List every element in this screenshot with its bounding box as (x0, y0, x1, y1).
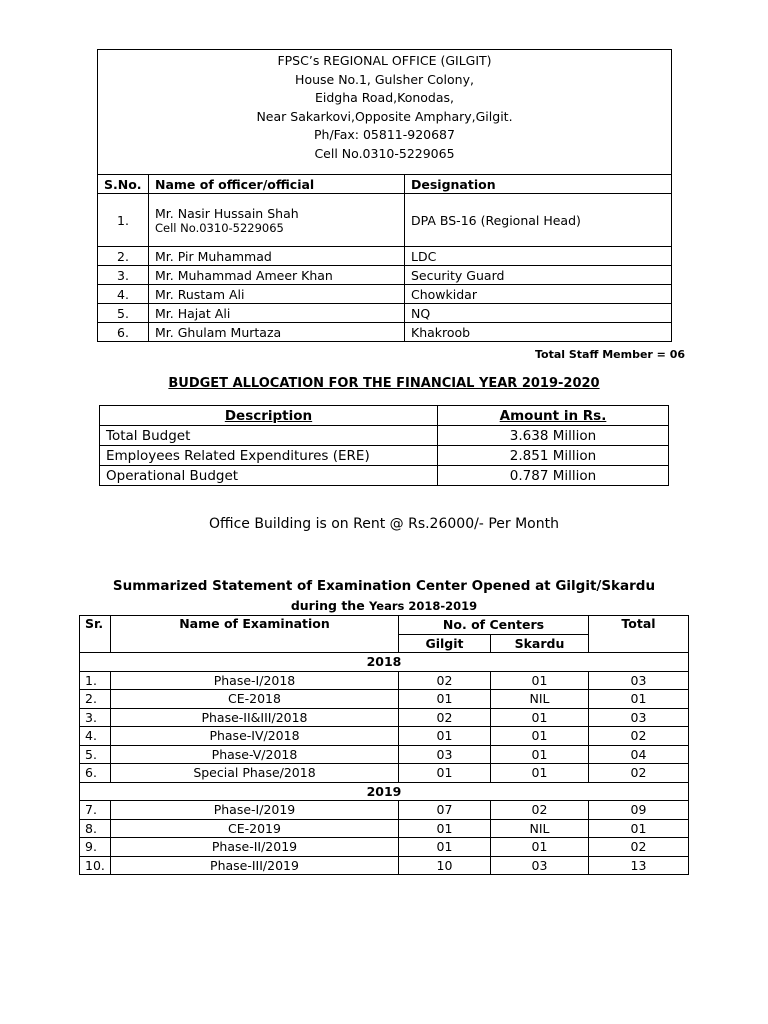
exam-row (80, 745, 689, 764)
budget-description: Employees Related Expenditures (ERE) (100, 446, 438, 466)
gilgit-count: 01 (399, 764, 491, 783)
skardu-count: 01 (491, 745, 589, 764)
staff-cell-number: Cell No.0310-5229065 (155, 220, 284, 235)
summary-subtitle (0, 598, 768, 613)
exam-sr: 3. (80, 708, 111, 727)
exam-name: Phase-II/2019 (111, 838, 399, 857)
exam-row (80, 838, 689, 857)
exam-name: Special Phase/2018 (111, 764, 399, 783)
skardu-count: 02 (491, 801, 589, 820)
header-total: Total (589, 616, 689, 653)
year-label: 2019 (80, 782, 689, 801)
gilgit-count: 01 (399, 819, 491, 838)
exam-body (80, 653, 689, 875)
staff-header-row (98, 175, 672, 194)
exam-row (80, 690, 689, 709)
gilgit-count: 07 (399, 801, 491, 820)
staff-sno: 4. (98, 285, 149, 304)
total-count: 02 (589, 838, 689, 857)
total-count: 02 (589, 727, 689, 746)
budget-title: BUDGET ALLOCATION FOR THE FINANCIAL YEAR 2019-2020 (168, 376, 600, 391)
total-count: 01 (589, 690, 689, 709)
header-description: Description (100, 406, 438, 426)
gilgit-count: 03 (399, 745, 491, 764)
office-address-line: House No.1, Gulsher Colony, (295, 71, 474, 87)
summary-subtitle-years: Years 2018-2019 (369, 599, 478, 613)
total-count: 09 (589, 801, 689, 820)
exam-sr: 1. (80, 671, 111, 690)
skardu-count: 01 (491, 708, 589, 727)
staff-designation: Khakroob (405, 323, 672, 342)
staff-name: Mr. Muhammad Ameer Khan (149, 266, 405, 285)
staff-sno: 6. (98, 323, 149, 342)
header-name: Name of officer/official (149, 175, 405, 194)
staff-name: Mr. Nasir Hussain Shah (155, 205, 299, 221)
year-label: 2018 (80, 653, 689, 672)
budget-row (100, 466, 669, 486)
exam-name: CE-2018 (111, 690, 399, 709)
budget-amount: 0.787 Million (438, 466, 669, 486)
exam-sr: 2. (80, 690, 111, 709)
exam-name: Phase-I/2019 (111, 801, 399, 820)
staff-designation: LDC (405, 247, 672, 266)
skardu-count: 03 (491, 856, 589, 875)
office-cell: Cell No.0310-5229065 (314, 145, 455, 161)
staff-row (98, 285, 672, 304)
staff-name: Mr. Ghulam Murtaza (149, 323, 405, 342)
staff-row (98, 266, 672, 285)
exam-sr: 9. (80, 838, 111, 857)
office-address-block (98, 50, 672, 175)
staff-sno: 5. (98, 304, 149, 323)
budget-row (100, 446, 669, 466)
staff-sno: 3. (98, 266, 149, 285)
exam-sr: 10. (80, 856, 111, 875)
staff-name-cell (149, 194, 405, 247)
exam-sr: 6. (80, 764, 111, 783)
staff-designation: Security Guard (405, 266, 672, 285)
total-staff-note: Total Staff Member = 06 (535, 348, 686, 361)
skardu-count: 01 (491, 671, 589, 690)
exam-row (80, 727, 689, 746)
summary-subtitle-lead: during the (290, 598, 370, 613)
budget-row (100, 426, 669, 446)
exam-header-row (80, 616, 689, 635)
staff-name: Mr. Pir Muhammad (149, 247, 405, 266)
budget-amount: 2.851 Million (438, 446, 669, 466)
exam-name: CE-2019 (111, 819, 399, 838)
total-count: 02 (589, 764, 689, 783)
exam-name: Phase-I/2018 (111, 671, 399, 690)
exam-sr: 7. (80, 801, 111, 820)
staff-designation: Chowkidar (405, 285, 672, 304)
office-address-row (98, 50, 672, 175)
staff-name: Mr. Hajat Ali (149, 304, 405, 323)
staff-row (98, 304, 672, 323)
header-sr: Sr. (80, 616, 111, 653)
header-skardu: Skardu (491, 634, 589, 653)
gilgit-count: 01 (399, 838, 491, 857)
exam-name: Phase-IV/2018 (111, 727, 399, 746)
staff-designation: NQ (405, 304, 672, 323)
exam-sr: 8. (80, 819, 111, 838)
exam-name: Phase-II&III/2018 (111, 708, 399, 727)
exam-centers-table (79, 615, 689, 875)
rent-note: Office Building is on Rent @ Rs.26000/- Per Month (209, 516, 559, 532)
exam-sr: 5. (80, 745, 111, 764)
budget-description: Total Budget (100, 426, 438, 446)
skardu-count: NIL (491, 690, 589, 709)
exam-row (80, 801, 689, 820)
staff-row (98, 194, 672, 247)
office-name: FPSC’s REGIONAL OFFICE (GILGIT) (277, 53, 492, 68)
total-count: 13 (589, 856, 689, 875)
staff-row (98, 247, 672, 266)
skardu-count: 01 (491, 764, 589, 783)
office-address-line: Near Sakarkovi,Opposite Amphary,Gilgit. (256, 108, 513, 124)
staff-row (98, 323, 672, 342)
staff-designation: DPA BS-16 (Regional Head) (405, 194, 672, 247)
gilgit-count: 02 (399, 708, 491, 727)
budget-table (99, 405, 669, 486)
gilgit-count: 10 (399, 856, 491, 875)
summary-title: Summarized Statement of Examination Center Opened at Gilgit/Skardu (112, 578, 656, 594)
exam-row (80, 819, 689, 838)
skardu-count: NIL (491, 819, 589, 838)
year-group-row (80, 653, 689, 672)
exam-row (80, 856, 689, 875)
header-designation: Designation (405, 175, 672, 194)
exam-sr: 4. (80, 727, 111, 746)
exam-name: Phase-V/2018 (111, 745, 399, 764)
staff-name: Mr. Rustam Ali (149, 285, 405, 304)
header-sno: S.No. (98, 175, 149, 194)
staff-sno: 2. (98, 247, 149, 266)
office-address-line: Eidgha Road,Konodas, (314, 90, 454, 106)
skardu-count: 01 (491, 838, 589, 857)
staff-sno: 1. (98, 194, 149, 247)
gilgit-count: 01 (399, 690, 491, 709)
header-amount: Amount in Rs. (438, 406, 669, 426)
gilgit-count: 02 (399, 671, 491, 690)
budget-description: Operational Budget (100, 466, 438, 486)
total-count: 01 (589, 819, 689, 838)
exam-row (80, 764, 689, 783)
year-group-row (80, 782, 689, 801)
header-gilgit: Gilgit (399, 634, 491, 653)
total-count: 03 (589, 708, 689, 727)
header-no-of-centers: No. of Centers (399, 616, 589, 635)
total-count: 03 (589, 671, 689, 690)
skardu-count: 01 (491, 727, 589, 746)
office-phone-fax: Ph/Fax: 05811-920687 (314, 127, 455, 143)
total-count: 04 (589, 745, 689, 764)
exam-row (80, 708, 689, 727)
budget-amount: 3.638 Million (438, 426, 669, 446)
header-exam-name: Name of Examination (111, 616, 399, 653)
exam-row (80, 671, 689, 690)
budget-header-row (100, 406, 669, 426)
exam-name: Phase-III/2019 (111, 856, 399, 875)
gilgit-count: 01 (399, 727, 491, 746)
office-staff-table (97, 49, 672, 342)
